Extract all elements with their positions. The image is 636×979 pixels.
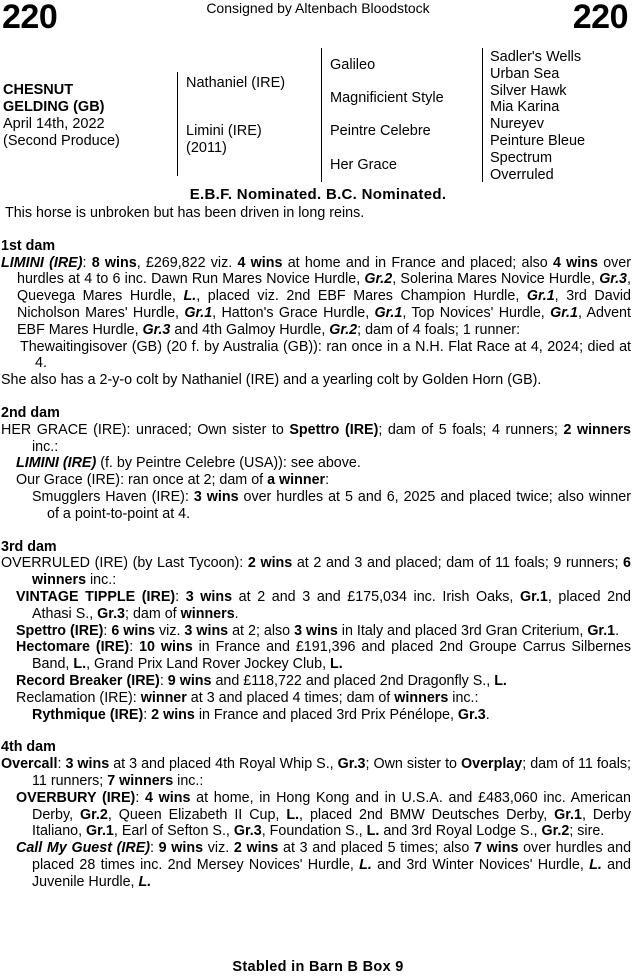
second-dam-produce: Our Grace (IRE): ran once at 2; dam of a winner:	[16, 472, 330, 489]
consignor: Consigned by Altenbach Bloodstock	[206, 0, 430, 16]
third-dam-record: OVERRULED (IRE) (by Last Tycoon): 2 wins at 2 and 3 and placed; dam of 11 foals; 9 runners; 6 winners inc.:	[1, 555, 631, 589]
third-dam-produce: Spettro (IRE): 6 wins viz. 3 wins at 2; also 3 wins in Italy and placed 3rd Gran Criterium, Gr.1.	[16, 622, 620, 639]
pedigree-divider-2	[321, 48, 322, 182]
horse-description	[3, 82, 120, 150]
horse-colour: CHESNUT	[3, 82, 74, 98]
section-heading-second-dam: 2nd dam	[1, 404, 60, 421]
second-dam-produce: LIMINI (IRE) (f. by Peintre Celebre (USA)): see above.	[16, 455, 361, 472]
dam-sire: Peintre Celebre	[330, 123, 431, 139]
fourth-dam-produce: Call My Guest (IRE): 9 wins viz. 2 wins at 3 and placed 5 times; also 7 wins over hurdles and placed 28 times inc. 2nd Mersey Novices' Hurdle, L. and 3rd Winter Novices' Hurdle, L. and Juvenile Hurdle, L.	[16, 840, 632, 890]
third-generation-produce: Smugglers Haven (IRE): 3 wins over hurdles at 5 and 6, 2025 and placed twice; also winner of a point-to-point at 4.	[32, 488, 632, 522]
third-dam-produce: Record Breaker (IRE): 9 wins and £118,722 and placed 2nd Dragonfly S., L.	[16, 672, 507, 689]
section-heading-fourth-dam: 4th dam	[1, 739, 56, 756]
dam-produce-note: She also has a 2-y-o colt by Nathaniel (IRE) and a yearling colt by Golden Horn (GB).	[1, 372, 542, 389]
breaking-note: This horse is unbroken but has been driven in long reins.	[5, 205, 365, 221]
fourth-dam-produce: OVERBURY (IRE): 4 wins at home, in Hong Kong and in U.S.A. and £483,060 inc. American Derby, Gr.2, Queen Elizabeth II Cup, L., placed 2nd BMW Deutsches Derby, Gr.1, Derby Italiano, Gr.1, Earl of Sefton S., Gr.3, Foundation S., L. and 3rd Royal Lodge S., Gr.2; sire.	[16, 789, 631, 840]
foaling-date: April 14th, 2022	[3, 116, 105, 132]
dam-dam: Her Grace	[330, 157, 397, 173]
sire-sire: Galileo	[330, 57, 376, 73]
section-heading-third-dam: 3rd dam	[1, 538, 57, 555]
sire: Nathaniel (IRE)	[186, 75, 286, 91]
nominations: E.B.F. Nominated. B.C. Nominated.	[189, 186, 447, 203]
dam-year: (2011)	[186, 140, 227, 156]
lot-number-left: 220	[2, 0, 58, 36]
g4-ancestor: Urban Sea	[490, 65, 560, 82]
g4-ancestor: Spectrum	[490, 149, 553, 166]
produce-number: (Second Produce)	[3, 133, 120, 149]
horse-sex-country: GELDING (GB)	[3, 99, 105, 115]
fourth-dam-record: Overcall: 3 wins at 3 and placed 4th Royal Whip S., Gr.3; Own sister to Overplay; dam of 11 foals; 11 runners; 7 winners inc.:	[1, 756, 632, 789]
g4-ancestor: Overruled	[490, 166, 554, 183]
g4-ancestor: Peinture Bleue	[490, 132, 586, 149]
catalogue-body	[1, 205, 631, 890]
dam: Limini (IRE)	[186, 123, 262, 139]
second-dam-record: HER GRACE (IRE): unraced; Own sister to Spettro (IRE); dam of 5 foals; 4 runners; 2 winners inc.:	[1, 421, 631, 455]
dam-record: LIMINI (IRE): 8 wins, £269,822 viz. 4 wins at home and in France and placed; also 4 wins over hurdles at 4 to 6 inc. Dawn Run Mares Novice Hurdle, Gr.2, Solerina Mares Novice Hurdle, Gr.3, Quevega Mares Hurdle, L., placed viz. 2nd EBF Mares Champion Hurdle, Gr.1, 3rd David Nicholson Mares' Hurdle, Gr.1, Hatton's Grace Hurdle, Gr.1, Top Novices' Hurdle, Gr.1, Advent EBF Mares Hurdle, Gr.3 and 4th Galmoy Hurdle, Gr.2; dam of 4 foals; 1 runner:	[1, 254, 632, 338]
stabling-info: Stabled in Barn B Box 9	[232, 959, 404, 975]
third-dam-produce: Hectomare (IRE): 10 wins in France and £191,396 and placed 2nd Groupe Carrus Silbernes Band, L., Grand Prix Land Rover Jockey Club, L.	[16, 639, 632, 673]
third-dam-produce: Reclamation (IRE): winner at 3 and placed 4 times; dam of winners inc.:	[16, 689, 479, 706]
lot-number-right: 220	[572, 0, 628, 36]
third-dam-produce: VINTAGE TIPPLE (IRE): 3 wins at 2 and 3 and £175,034 inc. Irish Oaks, Gr.1, placed 2nd Athasi S., Gr.3; dam of winners.	[16, 588, 631, 622]
dam-produce-entry: Thewaitingisover (GB) (20 f. by Australia (GB)): ran once in a N.H. Flat Race at 4, 2024; died at 4.	[20, 338, 631, 372]
third-generation-produce: Rythmique (IRE): 2 wins in France and placed 3rd Prix Pénélope, Gr.3.	[32, 706, 490, 723]
g4-ancestor: Silver Hawk	[490, 82, 567, 99]
pedigree-divider-1	[177, 72, 178, 176]
fourth-generation	[490, 49, 585, 183]
g4-ancestor: Nureyev	[490, 116, 544, 133]
sire-dam: Magnificient Style	[330, 90, 444, 106]
g4-ancestor: Mia Karina	[490, 99, 560, 116]
g4-ancestor: Sadler's Wells	[490, 49, 582, 65]
section-heading-first-dam: 1st dam	[1, 237, 56, 254]
pedigree-divider-3	[482, 48, 483, 182]
